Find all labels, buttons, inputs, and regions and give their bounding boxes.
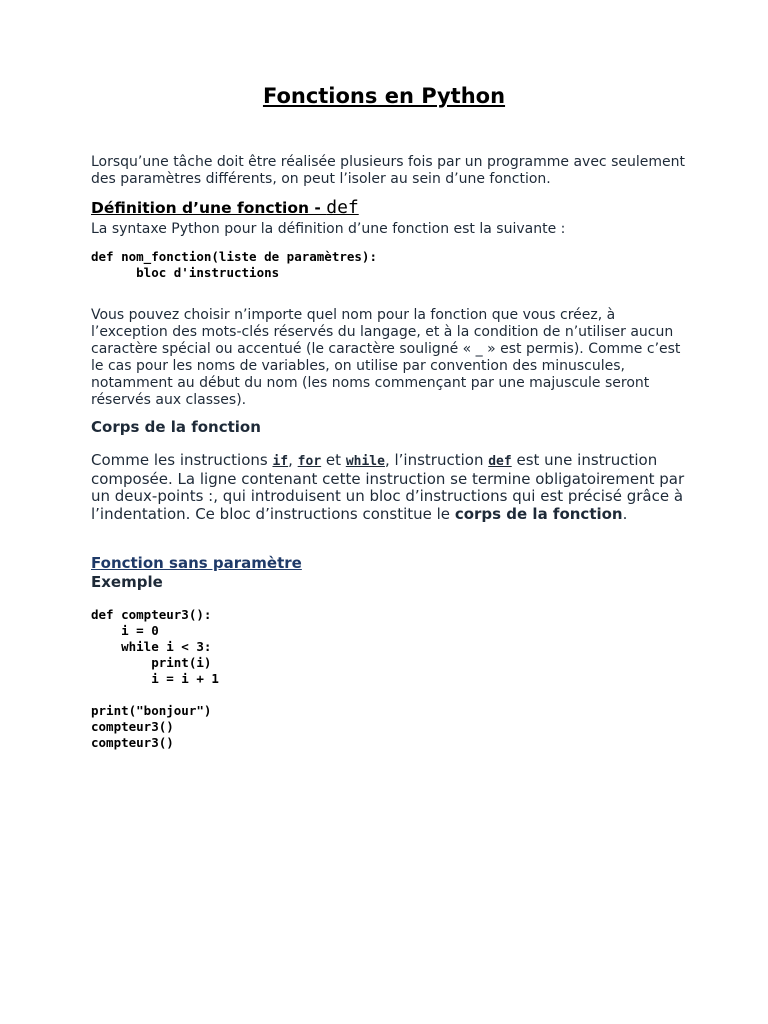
naming-paragraph: Vous pouvez choisir n’importe quel nom pour la fonction que vous créez, à l’exception des mots-clés réservés du langage, et à la condition de n’utiliser aucun caractère spécial ou accentué (le caractère souligné « _ » est permis). Comme c’est le cas pour les noms de variables, on utilise par convention des minuscules, notamment au début du nom (les noms commençant par une majuscule seront réservés aux classes). [91, 307, 681, 408]
keyword-for: for [297, 454, 322, 469]
body-text-4: , l’instruction [384, 451, 489, 469]
body-paragraph [91, 452, 691, 523]
body-bold-text: corps de la fonction [454, 504, 623, 523]
intro-paragraph: Lorsqu’une tâche doit être réalisée plusieurs fois par un programme avec seulement des paramètres différents, on peut l’isoler au sein d’une fonction. [91, 154, 685, 187]
no-param-heading: Fonction sans paramètre [91, 554, 302, 572]
body-text-1: Comme les instructions [91, 451, 273, 469]
syntax-code-block: def nom_fonction(liste de paramètres): bloc d'instructions [91, 249, 377, 280]
body-text-5: est une instruction composée. La ligne contenant cette instruction se termine obligatoirement par un deux-points :, qui introduisent un bloc d’instructions qui est précisé grâce à l’indentation. Ce bloc d’instructions constitue le [91, 451, 685, 523]
syntax-intro: La syntaxe Python pour la définition d’une fonction est la suivante : [91, 221, 566, 237]
keyword-def: def [488, 454, 512, 469]
keyword-if: if [272, 454, 289, 469]
document-title: Fonctions en Python [262, 84, 506, 108]
body-heading: Corps de la fonction [91, 418, 261, 436]
body-text-3: et [321, 451, 346, 469]
body-text-2: , [288, 451, 298, 469]
body-text-6: . [622, 504, 628, 523]
example-code-block: def compteur3(): i = 0 while i < 3: print(i) i = i + 1 print("bonjour") compteur3() compteur3() [91, 607, 219, 750]
definition-heading [91, 196, 691, 220]
definition-heading-text: Définition d’une fonction - [91, 199, 327, 217]
keyword-while: while [345, 454, 385, 469]
example-heading: Exemple [91, 573, 163, 591]
definition-heading-keyword: def [326, 197, 359, 218]
